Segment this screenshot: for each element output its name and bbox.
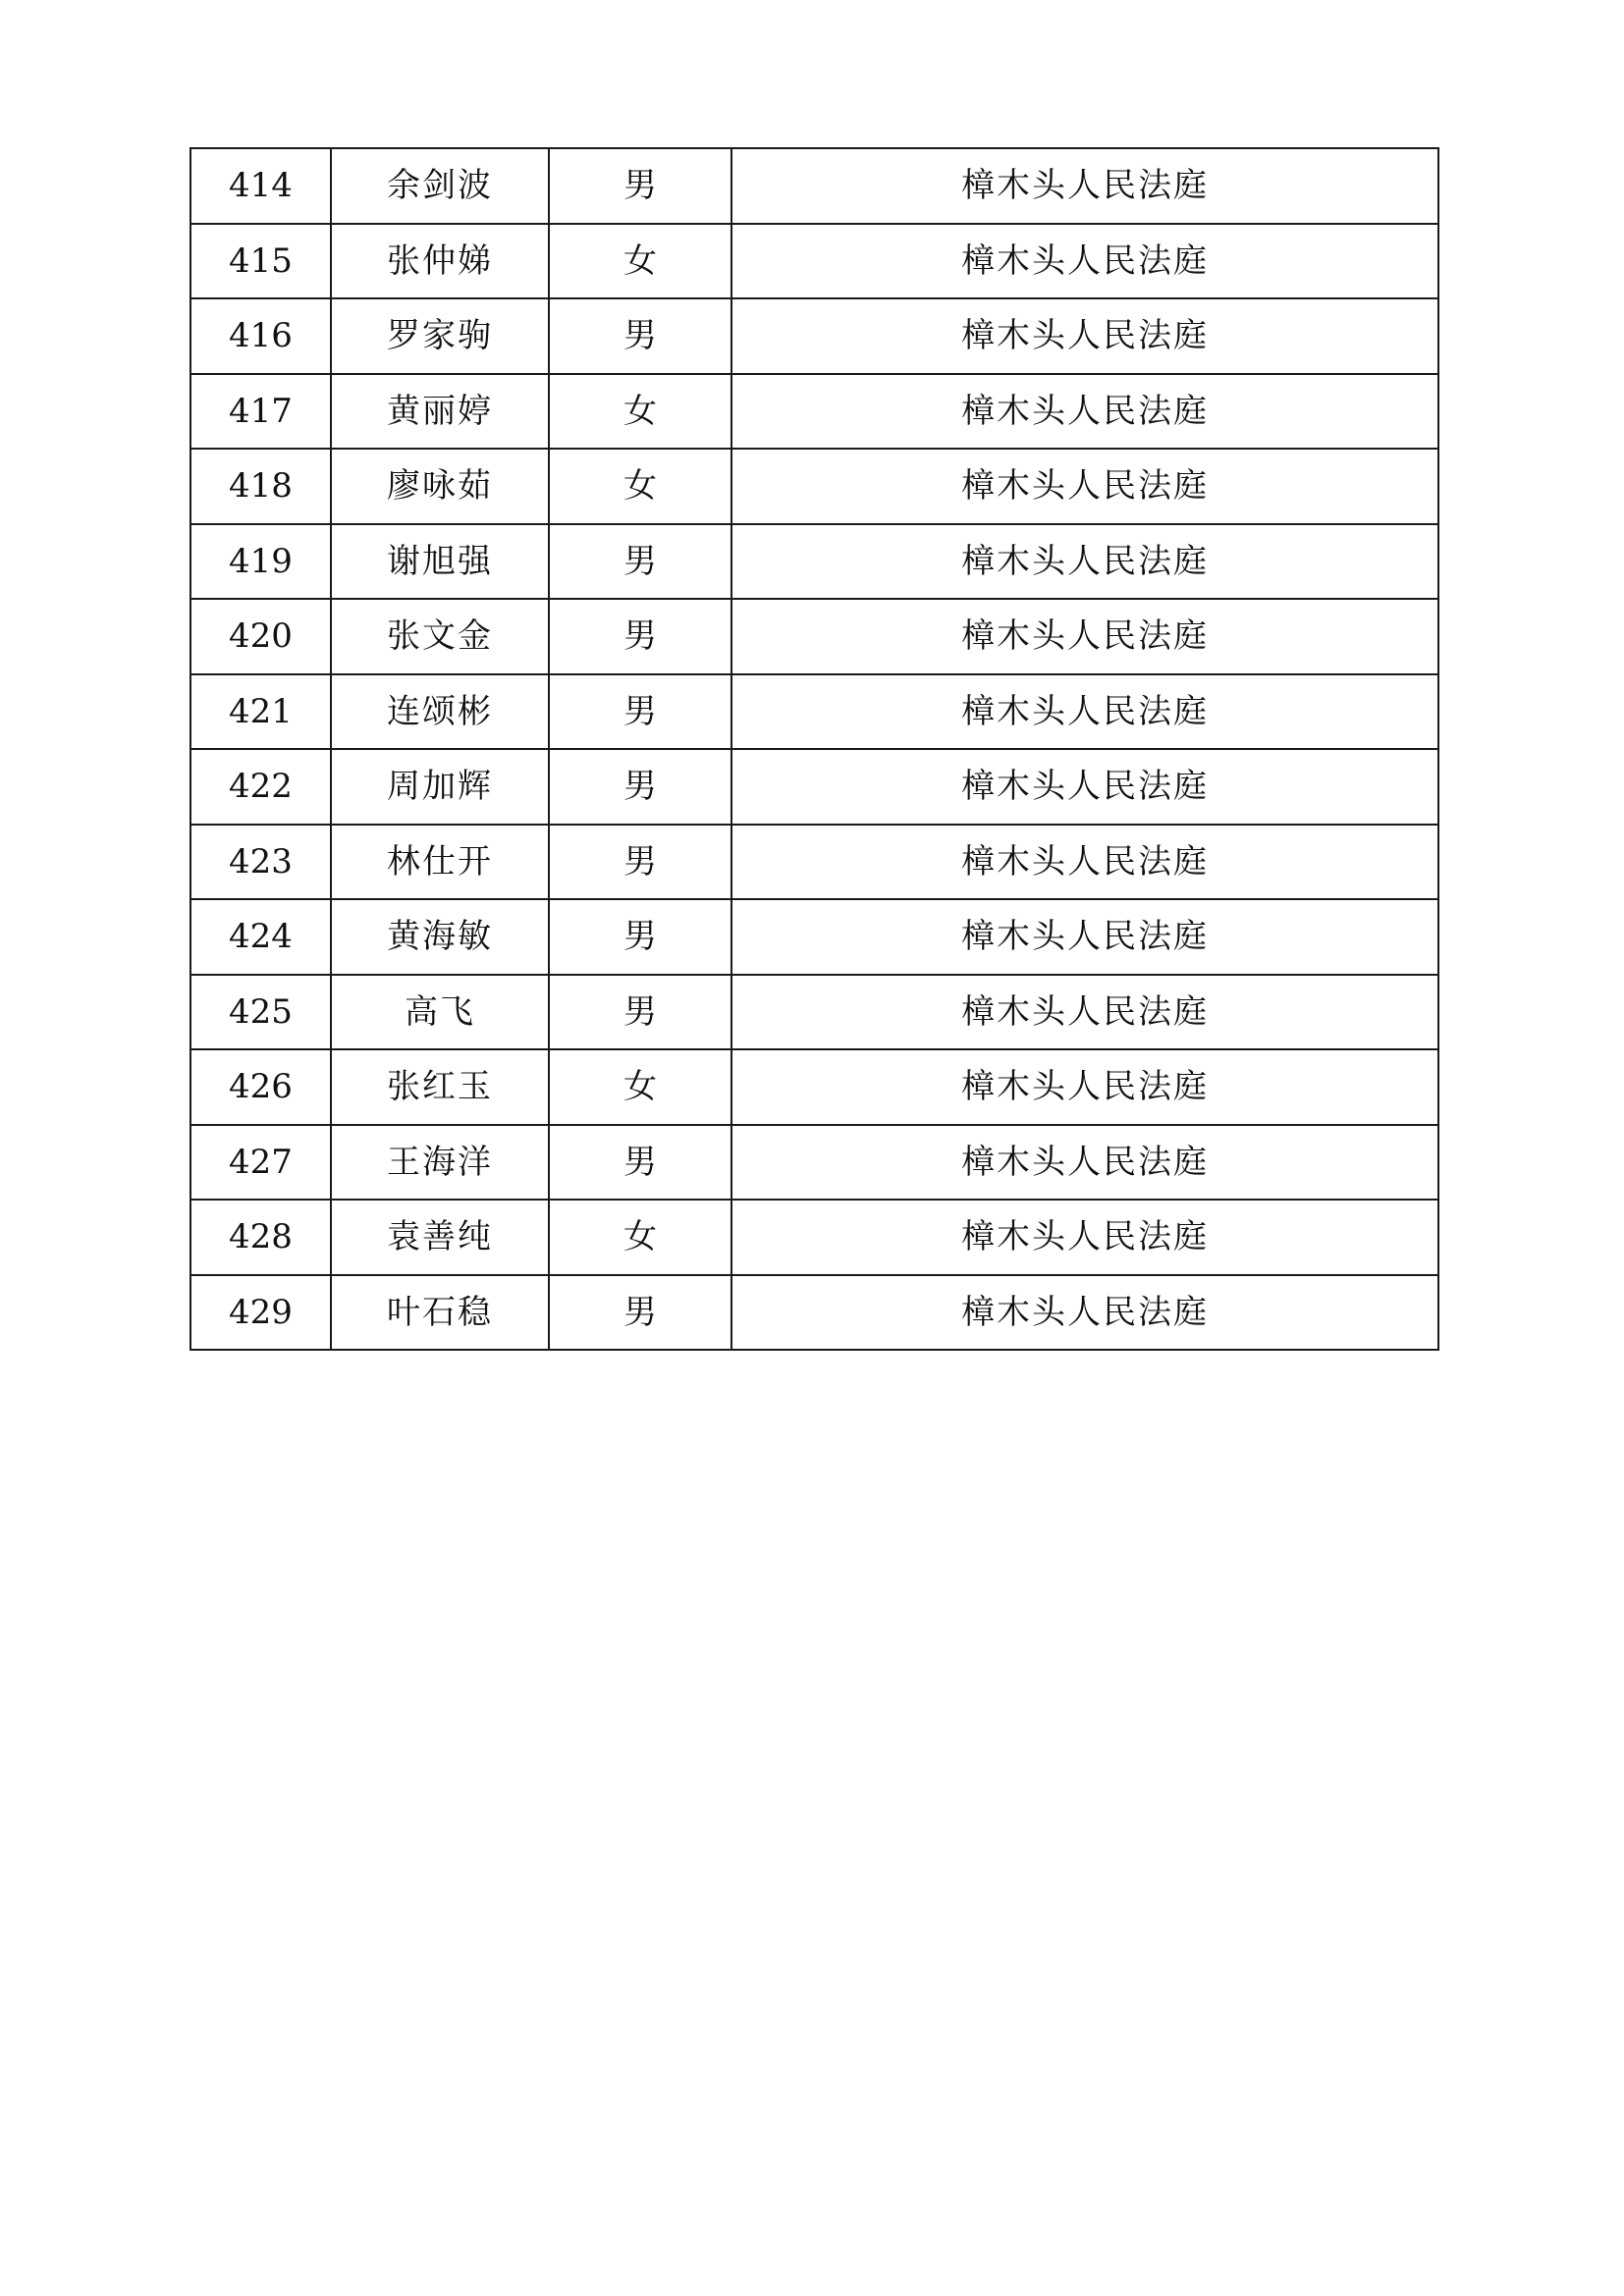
unit-cell: 樟木头人民法庭: [731, 298, 1438, 374]
roster-table-body: [190, 148, 1438, 1350]
gender-cell: 女: [549, 449, 731, 524]
table-row: [190, 374, 1438, 450]
gender-cell: 女: [549, 374, 731, 450]
unit-cell: 樟木头人民法庭: [731, 825, 1438, 900]
gender-cell: 男: [549, 825, 731, 900]
table-row: [190, 1275, 1438, 1351]
row-number-cell: 418: [190, 449, 331, 524]
unit-cell: 樟木头人民法庭: [731, 524, 1438, 600]
person-name-cell: 余剑波: [331, 148, 549, 224]
row-number-cell: 425: [190, 975, 331, 1050]
person-name-cell: 袁善纯: [331, 1200, 549, 1275]
person-name-cell: 张红玉: [331, 1049, 549, 1125]
table-row: [190, 1125, 1438, 1201]
unit-cell: 樟木头人民法庭: [731, 224, 1438, 299]
gender-cell: 男: [549, 749, 731, 825]
gender-cell: 男: [549, 674, 731, 750]
gender-cell: 男: [549, 148, 731, 224]
row-number-cell: 419: [190, 524, 331, 600]
table-row: [190, 674, 1438, 750]
person-name-cell: 谢旭强: [331, 524, 549, 600]
person-name-cell: 林仕开: [331, 825, 549, 900]
unit-cell: 樟木头人民法庭: [731, 374, 1438, 450]
table-row: [190, 524, 1438, 600]
table-row: [190, 825, 1438, 900]
table-row: [190, 224, 1438, 299]
row-number-cell: 422: [190, 749, 331, 825]
row-number-cell: 414: [190, 148, 331, 224]
person-name-cell: 张仲娣: [331, 224, 549, 299]
gender-cell: 男: [549, 298, 731, 374]
unit-cell: 樟木头人民法庭: [731, 449, 1438, 524]
gender-cell: 男: [549, 975, 731, 1050]
table-row: [190, 1049, 1438, 1125]
gender-cell: 女: [549, 1200, 731, 1275]
person-name-cell: 黄海敏: [331, 899, 549, 975]
row-number-cell: 421: [190, 674, 331, 750]
gender-cell: 男: [549, 899, 731, 975]
gender-cell: 男: [549, 599, 731, 674]
unit-cell: 樟木头人民法庭: [731, 599, 1438, 674]
row-number-cell: 426: [190, 1049, 331, 1125]
table-row: [190, 749, 1438, 825]
unit-cell: 樟木头人民法庭: [731, 674, 1438, 750]
gender-cell: 男: [549, 1275, 731, 1351]
unit-cell: 樟木头人民法庭: [731, 1200, 1438, 1275]
row-number-cell: 420: [190, 599, 331, 674]
unit-cell: 樟木头人民法庭: [731, 749, 1438, 825]
person-name-cell: 张文金: [331, 599, 549, 674]
gender-cell: 女: [549, 224, 731, 299]
table-row: [190, 975, 1438, 1050]
row-number-cell: 427: [190, 1125, 331, 1201]
table-row: [190, 298, 1438, 374]
roster-table: [189, 147, 1439, 1351]
person-name-cell: 周加辉: [331, 749, 549, 825]
person-name-cell: 廖咏茹: [331, 449, 549, 524]
unit-cell: 樟木头人民法庭: [731, 148, 1438, 224]
person-name-cell: 连颂彬: [331, 674, 549, 750]
row-number-cell: 429: [190, 1275, 331, 1351]
unit-cell: 樟木头人民法庭: [731, 1049, 1438, 1125]
row-number-cell: 416: [190, 298, 331, 374]
person-name-cell: 罗家驹: [331, 298, 549, 374]
unit-cell: 樟木头人民法庭: [731, 1125, 1438, 1201]
person-name-cell: 黄丽婷: [331, 374, 549, 450]
unit-cell: 樟木头人民法庭: [731, 1275, 1438, 1351]
row-number-cell: 424: [190, 899, 331, 975]
table-row: [190, 449, 1438, 524]
table-row: [190, 1200, 1438, 1275]
table-row: [190, 599, 1438, 674]
gender-cell: 男: [549, 1125, 731, 1201]
table-row: [190, 899, 1438, 975]
person-name-cell: 王海洋: [331, 1125, 549, 1201]
person-name-cell: 叶石稳: [331, 1275, 549, 1351]
table-row: [190, 148, 1438, 224]
unit-cell: 樟木头人民法庭: [731, 975, 1438, 1050]
gender-cell: 男: [549, 524, 731, 600]
row-number-cell: 428: [190, 1200, 331, 1275]
gender-cell: 女: [549, 1049, 731, 1125]
person-name-cell: 高飞: [331, 975, 549, 1050]
row-number-cell: 415: [190, 224, 331, 299]
row-number-cell: 423: [190, 825, 331, 900]
unit-cell: 樟木头人民法庭: [731, 899, 1438, 975]
row-number-cell: 417: [190, 374, 331, 450]
